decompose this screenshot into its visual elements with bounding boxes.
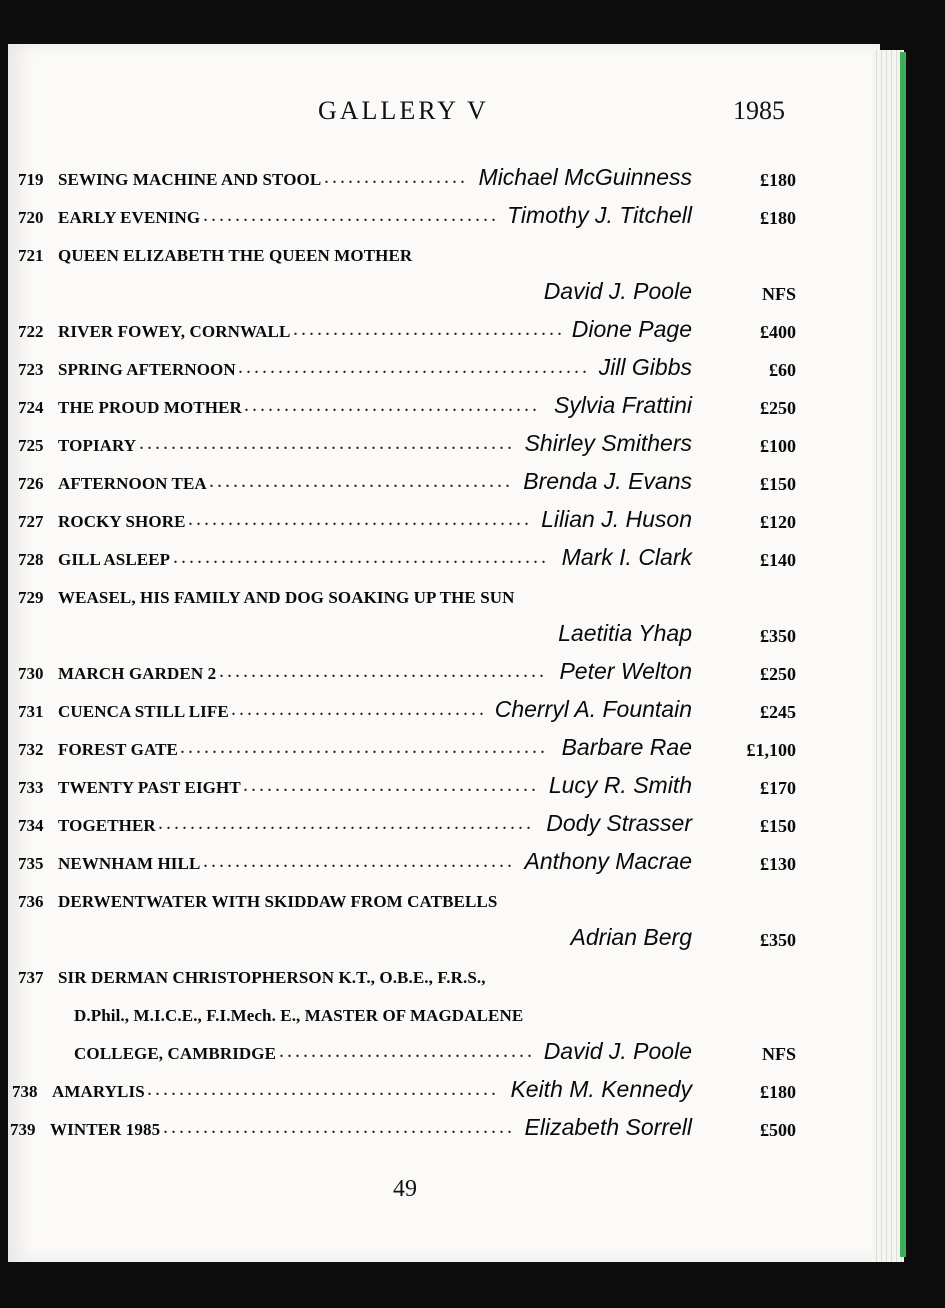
entry-price: £250 [760,664,796,684]
entry-price: £245 [760,702,796,722]
entry-title: AFTERNOON TEA [58,474,207,493]
entry-number: 722 [18,322,44,341]
entry-row [0,540,872,576]
entry-row [0,882,872,918]
entry-price: NFS [761,284,796,304]
entry-number: 727 [18,512,44,531]
entry-artist: Michael McGuinness [478,164,692,190]
entry-number: 732 [18,740,44,759]
dot-leader: ............................................ [147,1078,499,1100]
entry-artist: David J. Poole [543,278,692,304]
entry-artist: Jill Gibbs [598,354,692,380]
entry-price: £400 [760,322,796,342]
entry-artist: Elizabeth Sorrell [524,1114,692,1140]
entry-row [0,464,872,500]
entry-price: £150 [760,816,796,836]
entry-price: £350 [760,626,796,646]
entry-title-line: SIR DERMAN CHRISTOPHERSON K.T., O.B.E., F.R.S., [58,968,486,987]
entry-price: £120 [760,512,796,532]
entry-number: 738 [12,1082,38,1101]
entry-price: £1,100 [746,740,796,760]
entry-row [0,274,872,310]
entry-artist: David J. Poole [543,1038,692,1064]
entry-row [0,730,872,766]
entry-row [0,920,872,956]
entry-title: QUEEN ELIZABETH THE QUEEN MOTHER [58,246,413,265]
entry-row [0,1110,872,1146]
entry-number: 730 [18,664,44,683]
entry-artist: Keith M. Kennedy [510,1076,692,1102]
entry-row [0,198,872,234]
entry-number: 719 [18,170,44,189]
dot-leader: .................................. [293,318,565,340]
entry-price: £130 [760,854,796,874]
entry-row [0,692,872,728]
entry-row [0,958,872,994]
entry-number: 735 [18,854,44,873]
dot-leader: ............................................... [173,546,549,568]
entry-title: ROCKY SHORE [58,512,186,531]
entry-artist: Peter Welton [559,658,692,684]
entry-artist: Adrian Berg [570,924,692,950]
entry-title: TOGETHER [58,816,156,835]
entry-title: THE PROUD MOTHER [58,398,242,417]
entry-row [0,1072,872,1108]
entry-title: FOREST GATE [58,740,178,759]
dot-leader: ............................................... [139,432,515,454]
entry-artist: Timothy J. Titchell [507,202,692,228]
entry-price: £60 [769,360,796,380]
entry-title-line: COLLEGE, CAMBRIDGE [74,1044,277,1063]
entry-artist: Anthony Macrae [524,848,692,874]
entry-title: TOPIARY [58,436,137,455]
entry-row [0,312,872,348]
dot-leader: ..................................... [244,394,540,416]
entry-price: £350 [760,930,796,950]
entry-price: £170 [760,778,796,798]
entry-artist: Dione Page [571,316,692,342]
dot-leader: ..................................... [243,774,539,796]
gallery-title: GALLERY V [318,96,489,125]
entry-row [0,502,872,538]
entry-price: £180 [760,1082,796,1102]
entry-price: £100 [760,436,796,456]
entry-title: WEASEL, HIS FAMILY AND DOG SOAKING UP THE SUN [58,588,515,607]
dot-leader: ........................................... [188,508,532,530]
entry-number: 725 [18,436,44,455]
entry-row [0,388,872,424]
dot-leader: .............................................. [180,736,548,758]
entry-price: £140 [760,550,796,570]
entry-title: EARLY EVENING [58,208,201,227]
entry-number: 739 [10,1120,36,1139]
entry-artist: Cherryl A. Fountain [494,696,692,722]
dot-leader: ............................................ [238,356,590,378]
entry-row [0,996,872,1032]
dot-leader: ...................................... [209,470,513,492]
entry-number: 728 [18,550,44,569]
entry-artist: Laetitia Yhap [558,620,692,646]
entry-number: 731 [18,702,44,721]
entry-artist: Brenda J. Evans [523,468,692,494]
entry-artist: Dody Strasser [546,810,692,836]
entry-title: TWENTY PAST EIGHT [58,778,241,797]
dot-leader: .................. [324,166,468,188]
entry-title: SEWING MACHINE AND STOOL [58,170,322,189]
catalogue-year: 1985 [733,96,785,125]
entry-title: RIVER FOWEY, CORNWALL [58,322,291,341]
entry-row [0,768,872,804]
entry-artist: Lucy R. Smith [548,772,692,798]
entry-number: 720 [18,208,44,227]
entry-number: 729 [18,588,44,607]
entry-title: AMARYLIS [52,1082,145,1101]
entry-row [0,844,872,880]
entry-title: GILL ASLEEP [58,550,171,569]
entry-price: NFS [761,1044,796,1064]
entry-row [0,1034,872,1070]
dot-leader: ............................................ [163,1116,515,1138]
entry-row [0,578,872,614]
page-edge-green [900,52,906,1257]
entry-number: 733 [18,778,44,797]
entry-number: 734 [18,816,44,835]
entry-title: WINTER 1985 [50,1120,161,1139]
entry-price: £250 [760,398,796,418]
page-number: 49 [393,1176,417,1202]
entry-price: £180 [760,170,796,190]
entry-row [0,160,872,196]
dot-leader: ............................................... [158,812,534,834]
entry-number: 726 [18,474,44,493]
dot-leader: ..................................... [203,204,499,226]
entry-row [0,236,872,272]
entry-title: SPRING AFTERNOON [58,360,236,379]
entry-artist: Mark I. Clark [561,544,692,570]
entry-title-line: D.Phil., M.I.C.E., F.I.Mech. E., MASTER OF MAGDALENE [74,1006,524,1025]
entry-artist: Lilian J. Huson [541,506,692,532]
entry-title: DERWENTWATER WITH SKIDDAW FROM CATBELLS [58,892,498,911]
entry-artist: Shirley Smithers [524,430,692,456]
entry-number: 723 [18,360,44,379]
dot-leader: ......................................... [219,660,547,682]
entry-number: 721 [18,246,44,265]
entry-price: £500 [760,1120,796,1140]
entry-row [0,616,872,652]
entry-row [0,426,872,462]
dot-leader: ................................ [231,698,487,720]
dot-leader: ....................................... [203,850,515,872]
entry-price: £150 [760,474,796,494]
entry-title: NEWNHAM HILL [58,854,201,873]
entry-price: £180 [760,208,796,228]
page-header [0,96,872,128]
dot-leader: ................................ [279,1040,535,1062]
entry-title: CUENCA STILL LIFE [58,702,229,721]
entry-title: MARCH GARDEN 2 [58,664,217,683]
entry-number: 724 [18,398,44,417]
entry-row [0,806,872,842]
entry-artist: Sylvia Frattini [553,392,692,418]
entry-row [0,654,872,690]
entry-number: 737 [18,968,44,987]
entry-number: 736 [18,892,44,911]
entry-row [0,350,872,386]
entry-artist: Barbare Rae [561,734,692,760]
